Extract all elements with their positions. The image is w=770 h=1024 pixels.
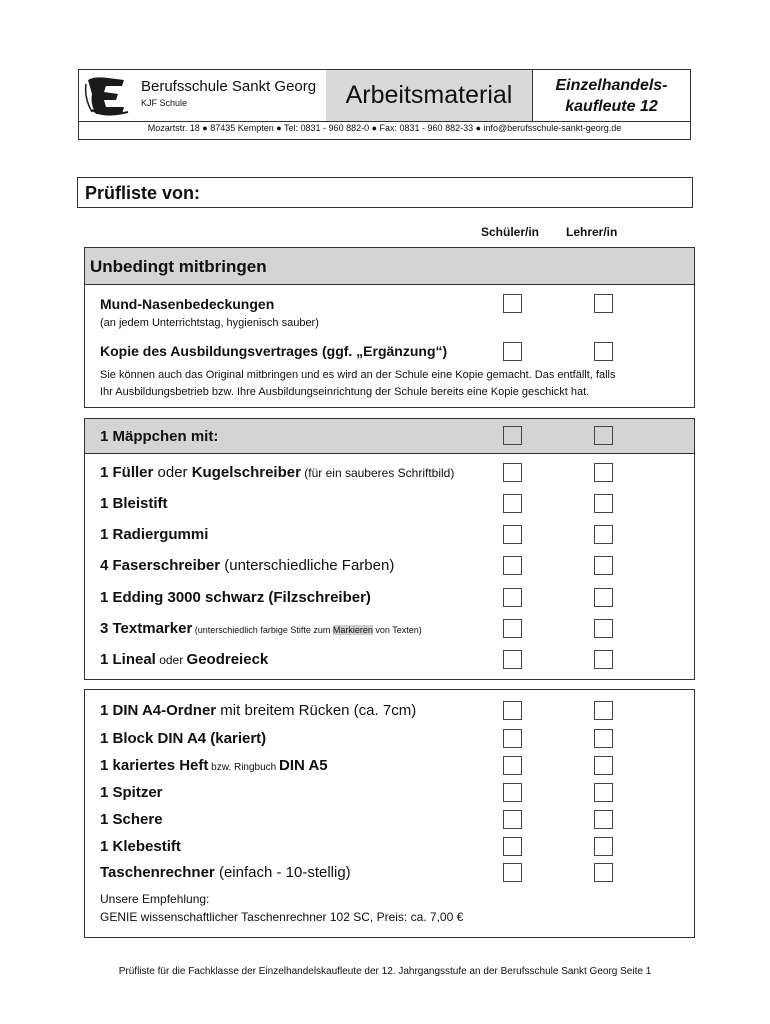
section-maeppchen (84, 418, 695, 680)
item-taschenrechner (100, 864, 351, 881)
checkbox-student[interactable] (503, 650, 522, 669)
checkbox-student[interactable] (503, 837, 522, 856)
item-heft (100, 757, 328, 774)
class-label-line1: Einzelhandels- (555, 76, 668, 94)
checkbox-teacher[interactable] (594, 556, 613, 575)
class-label (534, 70, 689, 121)
item-note: (für ein sauberes Schriftbild) (300, 466, 455, 480)
checkbox-student[interactable] (503, 729, 522, 748)
item-text: oder (155, 653, 187, 667)
document-title: Arbeitsmaterial (326, 70, 533, 121)
checkbox-teacher[interactable] (594, 494, 613, 513)
checkbox-student[interactable] (503, 556, 522, 575)
checkbox-student[interactable] (503, 525, 522, 544)
school-name: Berufsschule Sankt Georg (141, 78, 317, 95)
item-kopie-ausbildungsvertrag: Kopie des Ausbildungsvertrages (ggf. „Ergänzung“) (100, 343, 448, 359)
section-title: Unbedingt mitbringen (85, 248, 694, 285)
item-ordner (100, 702, 416, 719)
checkbox-student[interactable] (503, 426, 522, 445)
checkbox-student[interactable] (503, 294, 522, 313)
item-text: 1 Füller (100, 464, 154, 481)
checkbox-student[interactable] (503, 619, 522, 638)
item-textmarker (100, 620, 422, 637)
checkbox-teacher[interactable] (594, 783, 613, 802)
header-top-row (79, 70, 690, 122)
checkbox-student[interactable] (503, 783, 522, 802)
class-label-line2: kaufleute 12 (565, 97, 658, 115)
item-edding: 1 Edding 3000 schwarz (Filzschreiber) (100, 589, 371, 606)
document-header (78, 69, 691, 140)
item-note: Sie können auch das Original mitbringen und es wird an der Schule eine Kopie gemacht. Das entfällt, falls (100, 369, 616, 381)
item-lineal (100, 651, 268, 668)
item-fueller (100, 464, 454, 481)
checkbox-student[interactable] (503, 588, 522, 607)
item-bleistift: 1 Bleistift (100, 495, 168, 512)
page-footer: Prüfliste für die Fachklasse der Einzelhandelskaufleute der 12. Jahrgangsstufe an der Berufsschule Sankt Georg Seite 1 (118, 966, 652, 977)
checkbox-teacher[interactable] (594, 810, 613, 829)
checkbox-teacher[interactable] (594, 525, 613, 544)
item-mund-nasenbedeckungen: Mund-Nasenbedeckungen (100, 296, 275, 312)
checkbox-teacher[interactable] (594, 463, 613, 482)
school-subtitle: KJF Schule (141, 98, 188, 108)
item-note: (einfach - 10-stellig) (214, 864, 351, 881)
checkbox-teacher[interactable] (594, 701, 613, 720)
item-schere: 1 Schere (100, 811, 163, 828)
item-text: 3 Textmarker (100, 620, 193, 637)
checkbox-student[interactable] (503, 701, 522, 720)
checkbox-teacher[interactable] (594, 342, 613, 361)
checkbox-teacher[interactable] (594, 650, 613, 669)
checkbox-student[interactable] (503, 810, 522, 829)
checkbox-student[interactable] (503, 863, 522, 882)
item-note: mit breitem Rücken (ca. 7cm) (216, 702, 417, 719)
item-text: 1 DIN A4-Ordner (100, 702, 217, 719)
school-logo-block (79, 70, 327, 121)
item-faserschreiber (100, 557, 394, 574)
item-note-highlight: Markieren (332, 625, 373, 635)
checkbox-teacher[interactable] (594, 294, 613, 313)
checkbox-student[interactable] (503, 342, 522, 361)
recommendation-text: GENIE wissenschaftlicher Taschenrechner 102 SC, Preis: ca. 7,00 € (100, 910, 464, 924)
item-text: Geodreieck (186, 651, 269, 668)
item-note: (an jedem Unterrichtstag, hygienisch sauber) (100, 317, 319, 329)
item-note: von Texten) (372, 625, 422, 635)
item-text: 1 Lineal (100, 651, 156, 668)
item-text: Taschenrechner (100, 864, 215, 881)
item-radiergummi: 1 Radiergummi (100, 526, 209, 543)
recommendation-label: Unsere Empfehlung: (100, 892, 210, 906)
item-note: Ihr Ausbildungsbetrieb bzw. Ihre Ausbildungseinrichtung der Schule bereits eine Kopie geschickt hat. (100, 386, 590, 398)
column-header-teacher: Lehrer/in (566, 225, 618, 239)
item-block: 1 Block DIN A4 (kariert) (100, 730, 267, 747)
item-note: bzw. Ringbuch (208, 762, 280, 773)
school-address: Mozartstr. 18 ● 87435 Kempten ● Tel: 0831 - 960 882-0 ● Fax: 0831 - 960 882-33 ● info@berufsschule-sankt-georg.de (147, 123, 622, 133)
column-header-student: Schüler/in (481, 225, 540, 239)
item-text: Kugelschreiber (191, 464, 301, 481)
item-text: 1 kariertes Heft (100, 757, 209, 774)
checkbox-teacher[interactable] (594, 619, 613, 638)
checkbox-teacher[interactable] (594, 588, 613, 607)
item-note: (unterschiedlich farbige Stifte zum (192, 625, 333, 635)
school-logo-icon (84, 74, 132, 118)
checkbox-teacher[interactable] (594, 756, 613, 775)
pruefliste-label: Prüfliste von: (85, 183, 201, 203)
pruefliste-name-field[interactable] (77, 177, 693, 208)
item-text: 4 Faserschreiber (100, 557, 221, 574)
item-text: oder (153, 464, 192, 481)
checkbox-student[interactable] (503, 463, 522, 482)
section-title: 1 Mäppchen mit: (85, 419, 694, 454)
checkbox-teacher[interactable] (594, 837, 613, 856)
item-klebestift: 1 Klebestift (100, 838, 181, 855)
checkbox-student[interactable] (503, 756, 522, 775)
checkbox-student[interactable] (503, 494, 522, 513)
item-spitzer: 1 Spitzer (100, 784, 163, 801)
checkbox-teacher[interactable] (594, 863, 613, 882)
item-note: (unterschiedliche Farben) (220, 557, 395, 574)
item-text: DIN A5 (279, 757, 328, 774)
checkbox-teacher[interactable] (594, 426, 613, 445)
checkbox-teacher[interactable] (594, 729, 613, 748)
